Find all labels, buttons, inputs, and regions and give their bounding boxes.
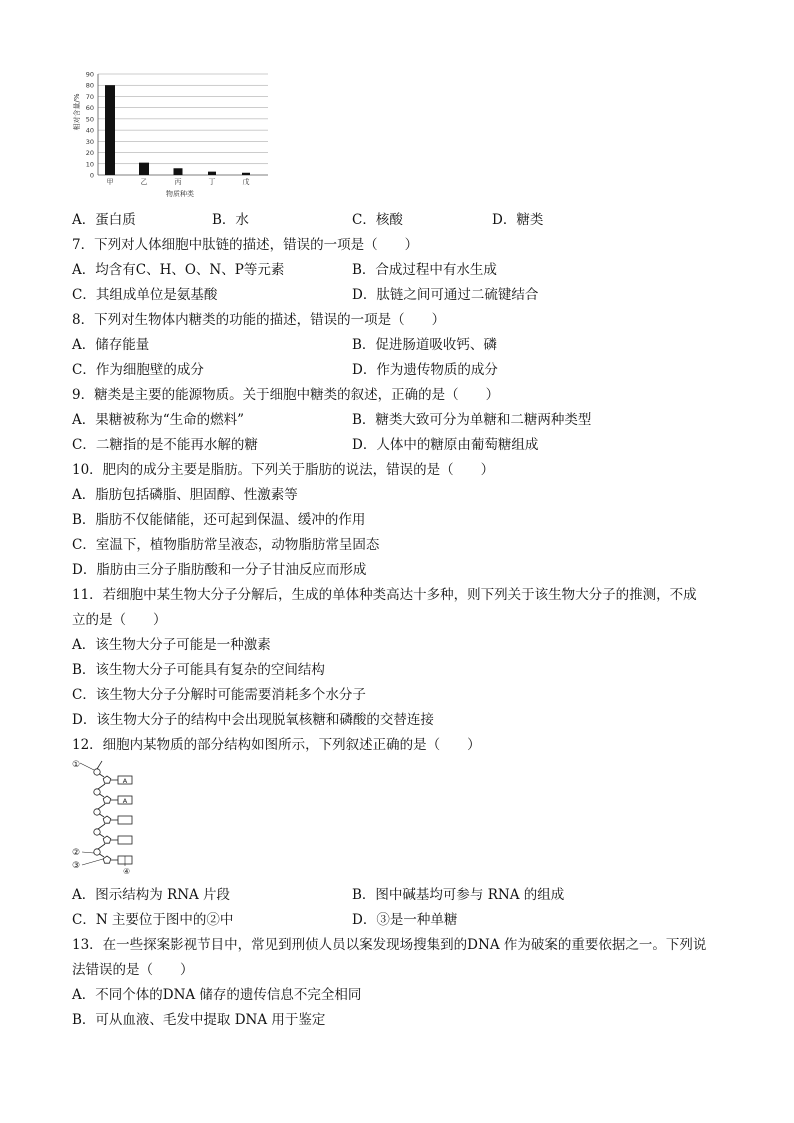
base-3 [118, 816, 132, 824]
q7-stem: 7．下列对人体细胞中肽链的描述，错误的一项是（ ） [72, 237, 419, 253]
label-4: ④ [123, 867, 131, 876]
bar-戊 [242, 173, 250, 175]
bond-p-s-2 [100, 794, 105, 797]
nucleotide-chain-diagram [70, 758, 150, 878]
chart-grid [98, 74, 268, 175]
q7-option-a[interactable]: A．均含有C、H、O、N、P等元素 [72, 262, 285, 278]
top-link [97, 761, 102, 769]
q6-option-d[interactable]: D．糖类 [492, 212, 544, 228]
q11-stem-line1: 11．若细胞中某生物大分子分解后，生成的单体种类高达十多种，则下列关于该生物大分子的推测，不成 [72, 587, 697, 603]
y-axis-label: 相对含量/% [73, 93, 81, 131]
base-letter-2: A [122, 797, 128, 805]
q11-option-d[interactable]: D．该生物大分子的结构中会出现脱氧核糖和磷酸的交替连接 [72, 712, 434, 728]
bar-乙 [139, 163, 149, 175]
sugar-3 [103, 816, 111, 823]
q6-option-b[interactable]: B．水 [212, 212, 249, 228]
x-tick-丁: 丁 [208, 178, 216, 186]
bar-甲 [105, 85, 115, 175]
y-tick-30: 30 [85, 137, 94, 146]
base-letter-1: A [122, 777, 128, 785]
q12-option-c[interactable]: C．N 主要位于图中的②中 [72, 912, 234, 928]
q9-stem: 9．糖类是主要的能源物质。关于细胞中糖类的叙述，正确的是（ ） [72, 387, 500, 403]
q11-stem-line2: 立的是（ ） [72, 612, 167, 628]
phosphate-1 [94, 769, 100, 775]
x-axis-label: 物质种类 [166, 190, 194, 198]
y-tick-40: 40 [85, 126, 94, 135]
q9-option-d[interactable]: D．人体中的糖原由葡萄糖组成 [352, 437, 539, 453]
label-1: ① [72, 760, 81, 770]
bond-p-s-1 [100, 774, 105, 777]
q9-option-a[interactable]: A．果糖被称为“生命的燃料” [72, 412, 245, 428]
y-tick-50: 50 [85, 115, 94, 124]
q7-option-b[interactable]: B．合成过程中有水生成 [352, 262, 497, 278]
x-tick-戊: 戊 [242, 178, 250, 186]
x-tick-甲: 甲 [106, 178, 114, 186]
q8-option-b[interactable]: B．促进肠道吸收钙、磷 [352, 337, 497, 353]
sugar-5 [103, 856, 111, 863]
y-tick-10: 10 [85, 160, 94, 169]
q12-option-a[interactable]: A．图示结构为 RNA 片段 [72, 887, 231, 903]
base-4 [118, 836, 132, 844]
q10-option-c[interactable]: C．室温下，植物脂肪常呈液态，动物脂肪常呈固态 [72, 537, 380, 553]
phosphate-2 [94, 789, 100, 795]
x-tick-丙: 丙 [174, 178, 182, 186]
y-tick-70: 70 [85, 92, 94, 101]
label-2: ② [72, 848, 81, 858]
backbone-3 [98, 824, 105, 829]
x-tick-乙: 乙 [140, 178, 148, 186]
bar-chart [68, 66, 278, 200]
q13-option-a[interactable]: A．不同个体的DNA 储存的遗传信息不完全相同 [72, 987, 362, 1003]
q8-stem: 8．下列对生物体内糖类的功能的描述，错误的一项是（ ） [72, 312, 446, 328]
y-tick-90: 90 [85, 70, 94, 79]
y-tick-labels [86, 71, 94, 180]
q11-option-c[interactable]: C．该生物大分子分解时可能需要消耗多个水分子 [72, 687, 366, 703]
q8-option-a[interactable]: A．储存能量 [72, 337, 150, 353]
q8-option-d[interactable]: D．作为遗传物质的成分 [352, 362, 498, 378]
y-tick-80: 80 [85, 81, 94, 90]
q11-option-b[interactable]: B．该生物大分子可能具有复杂的空间结构 [72, 662, 325, 678]
bond-p-s-5 [100, 854, 105, 857]
q13-stem-line1: 13．在一些探案影视节目中，常见到刑侦人员以案发现场搜集到的DNA 作为破案的重要依据之一。下列说 [72, 937, 707, 953]
backbone-1 [98, 784, 105, 789]
q12-stem: 12．细胞内某物质的部分结构如图所示，下列叙述正确的是（ ） [72, 737, 481, 753]
bond-p-s-4 [100, 834, 105, 837]
q9-option-b[interactable]: B．糖类大致可分为单糖和二糖两种类型 [352, 412, 592, 428]
pointer-1 [80, 763, 94, 770]
sugar-1 [103, 776, 111, 783]
q7-option-c[interactable]: C．其组成单位是氨基酸 [72, 287, 218, 303]
x-tick-labels [107, 177, 250, 186]
q12-option-d[interactable]: D．③是一种单糖 [352, 912, 458, 928]
q11-option-a[interactable]: A．该生物大分子可能是一种激素 [72, 637, 271, 653]
pointer-3 [82, 859, 103, 865]
label-3: ③ [72, 861, 81, 871]
y-tick-20: 20 [85, 149, 94, 158]
y-tick-0: 0 [89, 171, 94, 180]
q10-option-a[interactable]: A．脂肪包括磷脂、胆固醇、性激素等 [72, 487, 298, 503]
q12-option-b[interactable]: B．图中碱基均可参与 RNA 的组成 [352, 887, 565, 903]
q6-option-a[interactable]: A．蛋白质 [72, 212, 136, 228]
q13-option-b[interactable]: B．可从血液、毛发中提取 DNA 用于鉴定 [72, 1012, 326, 1028]
bond-p-s-3 [100, 814, 105, 817]
q6-option-c[interactable]: C．核酸 [352, 212, 403, 228]
q7-option-d[interactable]: D．肽链之间可通过二硫键结合 [352, 287, 539, 303]
q8-option-c[interactable]: C．作为细胞壁的成分 [72, 362, 204, 378]
phosphate-4 [94, 829, 100, 835]
q10-option-d[interactable]: D．脂肪由三分子脂肪酸和一分子甘油反应而形成 [72, 562, 367, 578]
phosphate-5 [94, 849, 100, 855]
pointer-2 [82, 852, 94, 853]
q13-stem-line2: 法错误的是（ ） [72, 962, 194, 978]
q10-stem: 10．肥肉的成分主要是脂肪。下列关于脂肪的说法，错误的是（ ） [72, 462, 495, 478]
y-tick-60: 60 [85, 104, 94, 113]
backbone-2 [98, 804, 105, 809]
q9-option-c[interactable]: C．二糖指的是不能再水解的糖 [72, 437, 258, 453]
q10-option-b[interactable]: B．脂肪不仅能储能，还可起到保温、缓冲的作用 [72, 512, 366, 528]
bar-丙 [174, 168, 183, 175]
phosphate-3 [94, 809, 100, 815]
bar-丁 [208, 172, 216, 175]
nucleotide-chain [80, 761, 132, 866]
backbone-4 [98, 844, 105, 849]
sugar-2 [103, 796, 111, 803]
sugar-4 [103, 836, 111, 843]
